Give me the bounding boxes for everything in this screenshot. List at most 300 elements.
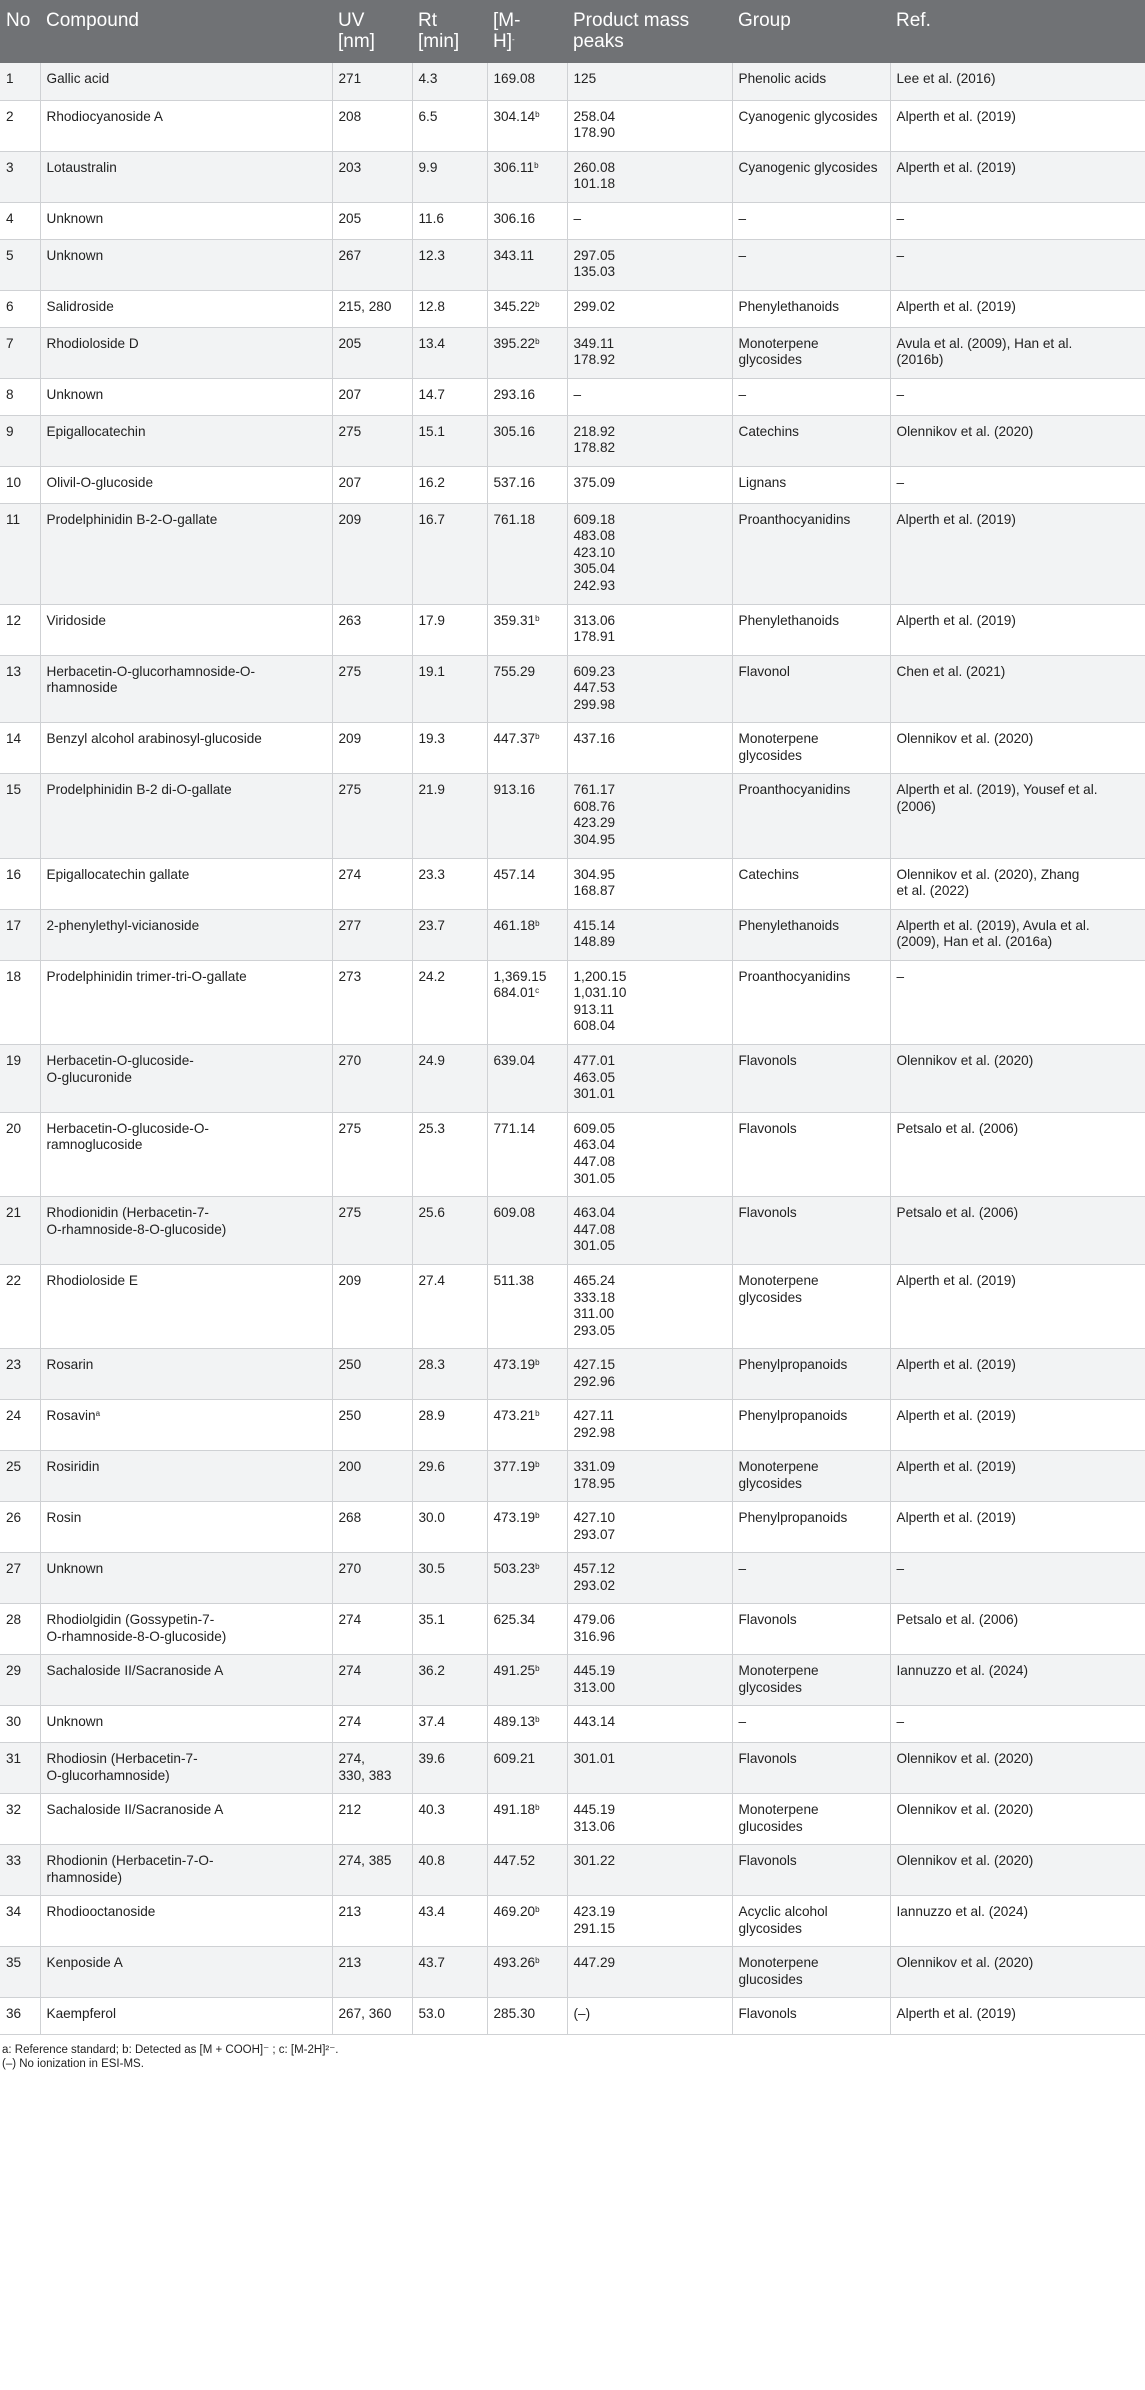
cell-mh	[487, 100, 567, 151]
group-line: Flavonols	[738, 1853, 797, 1869]
cell-group	[732, 1553, 890, 1604]
cell-group	[732, 1947, 890, 1998]
table-row	[0, 466, 1145, 503]
compound-name-line: Unknown	[46, 1714, 104, 1730]
cell-mh	[487, 723, 567, 774]
cell-rt: 28.3	[412, 1349, 487, 1400]
cell-ref	[890, 202, 1145, 239]
uv-value: 205	[338, 210, 362, 226]
mass-peak-value: 423.29	[573, 815, 616, 831]
cell-ref	[890, 604, 1145, 655]
mh-value: 473.19	[493, 1357, 536, 1373]
cell-ref	[890, 1197, 1145, 1265]
compound-name-line: Rhodionin (Herbacetin-7-O-	[46, 1853, 214, 1869]
cell-no: 16	[0, 858, 40, 909]
mh-value: 473.21	[493, 1408, 536, 1424]
cell-mh	[487, 909, 567, 960]
table-row	[0, 327, 1145, 378]
cell-mh	[487, 604, 567, 655]
cell-group	[732, 378, 890, 415]
cell-compound	[40, 723, 332, 774]
cell-rt: 40.8	[412, 1845, 487, 1896]
mh-value: 285.30	[493, 2006, 536, 2022]
cell-rt: 25.6	[412, 1197, 487, 1265]
cell-uv	[332, 378, 412, 415]
table-row	[0, 1400, 1145, 1451]
mass-peak-value: 447.53	[573, 680, 616, 696]
cell-group	[732, 415, 890, 466]
cell-group	[732, 1197, 890, 1265]
mh-value: 913.16	[493, 782, 536, 798]
header-mh-line-2	[493, 31, 561, 52]
cell-uv	[332, 1998, 412, 2035]
cell-group	[732, 1743, 890, 1794]
mass-peak-value: 178.91	[573, 629, 616, 645]
cell-mh	[487, 1998, 567, 2035]
reference-line: –	[896, 968, 905, 984]
cell-uv	[332, 1743, 412, 1794]
cell-ref	[890, 378, 1145, 415]
cell-compound	[40, 1451, 332, 1502]
compound-name-line: Rhodiooctanoside	[46, 1904, 156, 1920]
cell-rt: 30.5	[412, 1553, 487, 1604]
cell-ref	[890, 466, 1145, 503]
mh-value-line	[494, 1802, 561, 1819]
cell-rt: 16.7	[412, 503, 487, 604]
group-line: glucosides	[738, 1972, 803, 1988]
group-line: glycosides	[738, 1921, 802, 1937]
mh-value-line	[494, 160, 561, 177]
mass-peak-value: 465.24	[573, 1273, 616, 1289]
mh-superscript: b	[535, 1905, 540, 1915]
reference-line: Alperth et al. (2019)	[896, 108, 1016, 124]
compound-name-line: Rhodiosin (Herbacetin-7-	[46, 1751, 198, 1767]
mass-peak-value: 479.06	[573, 1612, 616, 1628]
reference-line: (2009), Han et al. (2016a)	[896, 934, 1053, 950]
cell-mh	[487, 1743, 567, 1794]
mass-peak-value: 178.95	[573, 1476, 616, 1492]
cell-mh	[487, 290, 567, 327]
cell-rt: 11.6	[412, 202, 487, 239]
mass-peak-value: 349.11	[573, 335, 615, 351]
mass-peak-value: 292.98	[573, 1425, 616, 1441]
compound-name-line: Rosin	[46, 1510, 82, 1526]
mass-peak-value: 457.12	[573, 1561, 616, 1577]
cell-uv	[332, 290, 412, 327]
cell-no: 9	[0, 415, 40, 466]
cell-uv	[332, 960, 412, 1044]
mh-value-line	[494, 664, 561, 681]
cell-compound	[40, 1502, 332, 1553]
mh-value: 609.08	[493, 1205, 536, 1221]
cell-group	[732, 909, 890, 960]
uv-value: 208	[338, 108, 362, 124]
cell-mh	[487, 1845, 567, 1896]
cell-ref	[890, 1349, 1145, 1400]
table-row	[0, 1998, 1145, 2035]
mh-superscript: b	[535, 1358, 540, 1368]
cell-uv	[332, 723, 412, 774]
cell-mh	[487, 63, 567, 100]
header-compound: Compound	[40, 0, 332, 63]
uv-value: 213	[338, 1904, 362, 1920]
mh-value-line	[494, 211, 561, 228]
cell-compound	[40, 202, 332, 239]
table-row	[0, 723, 1145, 774]
cell-group	[732, 1896, 890, 1947]
reference-line: Chen et al. (2021)	[896, 663, 1006, 679]
cell-rt: 36.2	[412, 1655, 487, 1706]
cell-no: 34	[0, 1896, 40, 1947]
cell-no: 1	[0, 63, 40, 100]
mass-peak-value: 477.01	[573, 1053, 616, 1069]
cell-rt: 21.9	[412, 774, 487, 858]
cell-mh	[487, 1045, 567, 1113]
header-rt	[412, 0, 487, 63]
reference-line: Alperth et al. (2019)	[896, 511, 1016, 527]
cell-rt: 16.2	[412, 466, 487, 503]
mh-value-line	[494, 109, 561, 126]
cell-group	[732, 290, 890, 327]
mass-peak-value: 101.18	[573, 176, 616, 192]
cell-compound	[40, 1947, 332, 1998]
compound-name-line: Salidroside	[46, 298, 114, 314]
cell-rt: 40.3	[412, 1794, 487, 1845]
cell-group	[732, 858, 890, 909]
cell-rt: 23.7	[412, 909, 487, 960]
cell-no: 23	[0, 1349, 40, 1400]
mass-peak-value: 415.14	[573, 917, 616, 933]
mh-value-line	[494, 613, 561, 630]
cell-ref	[890, 63, 1145, 100]
cell-product-mass-peaks	[567, 960, 732, 1044]
cell-rt: 35.1	[412, 1604, 487, 1655]
reference-line: Alperth et al. (2019)	[896, 298, 1016, 314]
mh-superscript: b	[535, 918, 540, 928]
mh-superscript: b	[535, 1562, 540, 1572]
cell-mh	[487, 1604, 567, 1655]
uv-value: 267, 360	[338, 2006, 392, 2022]
group-line: Proanthocyanidins	[738, 511, 851, 527]
compound-name-line: Lotaustralin	[46, 159, 117, 175]
uv-value: 207	[338, 474, 362, 490]
reference-line: Alperth et al. (2019)	[896, 1408, 1016, 1424]
table-row	[0, 415, 1145, 466]
mass-peak-value: 463.04	[573, 1137, 616, 1153]
uv-value: 275	[338, 423, 362, 439]
reference-line: Petsalo et al. (2006)	[896, 1205, 1019, 1221]
header-mh-text: H]	[493, 31, 512, 52]
group-line: Flavonols	[738, 1751, 797, 1767]
cell-mh	[487, 774, 567, 858]
mh-superscript: b	[535, 1664, 540, 1674]
mass-peak-value: 443.14	[573, 1714, 616, 1730]
mh-value-line	[494, 969, 561, 986]
cell-product-mass-peaks	[567, 1706, 732, 1743]
cell-mh	[487, 1655, 567, 1706]
group-line: Phenylpropanoids	[738, 1357, 848, 1373]
cell-no: 33	[0, 1845, 40, 1896]
cell-group	[732, 239, 890, 290]
cell-uv	[332, 202, 412, 239]
group-line: Proanthocyanidins	[738, 782, 851, 798]
mh-value: 293.16	[493, 386, 536, 402]
mass-peak-value: 301.01	[573, 1086, 616, 1102]
mh-value-line	[494, 1205, 561, 1222]
cell-ref	[890, 100, 1145, 151]
cell-uv	[332, 1349, 412, 1400]
mh-value-line	[494, 1357, 561, 1374]
mh-value: 537.16	[493, 474, 536, 490]
cell-compound	[40, 1896, 332, 1947]
cell-ref	[890, 1998, 1145, 2035]
header-rt-unit: [min]	[418, 31, 460, 52]
table-row	[0, 1706, 1145, 1743]
reference-line: –	[896, 474, 905, 490]
mass-peak-value: 427.11	[573, 1408, 615, 1424]
mh-superscript: c	[535, 986, 540, 996]
cell-rt: 43.4	[412, 1896, 487, 1947]
reference-line: –	[896, 1561, 905, 1577]
cell-ref	[890, 1794, 1145, 1845]
compound-name-line: Prodelphinidin B-2 di-O-gallate	[46, 782, 232, 798]
compound-name-line: rhamnoside	[46, 680, 118, 696]
uv-value: 271	[338, 71, 362, 86]
mass-peak-value: 1,200.15	[573, 968, 627, 984]
uv-value: 275	[338, 1205, 362, 1221]
cell-uv	[332, 151, 412, 202]
mh-value: 684.01	[493, 985, 536, 1001]
mass-peak-value: 608.04	[573, 1018, 616, 1034]
mh-value: 377.19	[493, 1459, 536, 1475]
cell-no: 22	[0, 1265, 40, 1349]
compound-name-line: Rhodioloside D	[46, 335, 139, 351]
cell-ref	[890, 1112, 1145, 1196]
mass-peak-value: 168.87	[573, 883, 616, 899]
cell-compound	[40, 655, 332, 723]
mass-peak-value: 301.05	[573, 1170, 616, 1186]
mh-superscript: b	[535, 1409, 540, 1419]
table-row	[0, 1451, 1145, 1502]
cell-uv	[332, 604, 412, 655]
mass-peak-value: 293.05	[573, 1322, 616, 1338]
reference-line: –	[896, 1714, 905, 1730]
uv-value: 209	[338, 1273, 362, 1289]
cell-mh	[487, 1451, 567, 1502]
header-peaks-line: Product mass	[573, 10, 690, 31]
cell-mh	[487, 202, 567, 239]
table-row	[0, 1265, 1145, 1349]
mh-value-line	[494, 1904, 561, 1921]
group-line: glycosides	[738, 352, 802, 368]
cell-uv	[332, 1400, 412, 1451]
mass-peak-value: –	[573, 210, 582, 226]
cell-uv	[332, 1896, 412, 1947]
mh-superscript: b	[535, 1803, 540, 1813]
mass-peak-value: 316.96	[573, 1629, 616, 1645]
cell-group	[732, 1706, 890, 1743]
cell-no: 3	[0, 151, 40, 202]
mh-superscript: b	[535, 1715, 540, 1725]
cell-compound	[40, 1794, 332, 1845]
cell-compound	[40, 378, 332, 415]
group-line: Catechins	[738, 866, 799, 882]
reference-line: Alperth et al. (2019), Yousef et al.	[896, 782, 1098, 798]
cell-mh	[487, 1265, 567, 1349]
cell-mh	[487, 1553, 567, 1604]
cell-rt: 17.9	[412, 604, 487, 655]
cell-rt: 39.6	[412, 1743, 487, 1794]
mass-peak-value: 913.11	[573, 1001, 615, 1017]
mass-peak-value: 301.05	[573, 1238, 616, 1254]
mh-value: 345.22	[493, 298, 536, 314]
cell-group	[732, 1349, 890, 1400]
cell-group	[732, 1400, 890, 1451]
cell-no: 5	[0, 239, 40, 290]
mass-peak-value: 299.02	[573, 298, 616, 314]
header-group: Group	[732, 0, 890, 63]
group-line: glycosides	[738, 1289, 802, 1305]
mh-value-line	[494, 1751, 561, 1768]
cell-product-mass-peaks	[567, 1112, 732, 1196]
compound-name-text: Rosavin	[46, 1408, 96, 1424]
mass-peak-value: 242.93	[573, 577, 616, 593]
mass-peak-value: 447.08	[573, 1221, 616, 1237]
cell-product-mass-peaks	[567, 723, 732, 774]
reference-line: Olennikov et al. (2020)	[896, 1955, 1034, 1971]
uv-value: 212	[338, 1802, 362, 1818]
mass-peak-value: 301.22	[573, 1853, 616, 1869]
mh-value-line	[494, 1714, 561, 1731]
table-row	[0, 1845, 1145, 1896]
table-row	[0, 1197, 1145, 1265]
cell-ref	[890, 1400, 1145, 1451]
group-line: glycosides	[738, 747, 802, 763]
cell-no: 24	[0, 1400, 40, 1451]
cell-group	[732, 1794, 890, 1845]
mh-value: 469.20	[493, 1904, 536, 1920]
mh-value-line	[494, 867, 561, 884]
group-line: –	[738, 247, 747, 263]
mass-peak-value: 423.19	[573, 1904, 616, 1920]
mass-peak-value: 291.15	[573, 1921, 616, 1937]
cell-rt: 23.3	[412, 858, 487, 909]
compound-name-line: O-glucuronide	[46, 1069, 132, 1085]
mh-superscript: b	[535, 109, 540, 119]
cell-compound	[40, 1400, 332, 1451]
group-line: –	[738, 1714, 747, 1730]
cell-product-mass-peaks	[567, 63, 732, 100]
cell-ref	[890, 1502, 1145, 1553]
cell-uv	[332, 1045, 412, 1113]
cell-compound	[40, 1604, 332, 1655]
reference-line: Olennikov et al. (2020)	[896, 423, 1034, 439]
mass-peak-value: 447.08	[573, 1154, 616, 1170]
cell-no: 32	[0, 1794, 40, 1845]
mass-peak-value: 304.95	[573, 832, 616, 848]
table-row	[0, 378, 1145, 415]
cell-group	[732, 1112, 890, 1196]
uv-value: 215, 280	[338, 298, 392, 314]
cell-uv	[332, 1451, 412, 1502]
cell-compound	[40, 1349, 332, 1400]
mh-value-line	[494, 512, 561, 529]
uv-value: 209	[338, 511, 362, 527]
mh-value: 304.14	[493, 108, 536, 124]
mh-value-line	[494, 1459, 561, 1476]
reference-line: Avula et al. (2009), Han et al.	[896, 335, 1073, 351]
cell-compound	[40, 1197, 332, 1265]
cell-compound	[40, 1706, 332, 1743]
group-line: Catechins	[738, 423, 799, 439]
cell-ref	[890, 327, 1145, 378]
cell-rt: 13.4	[412, 327, 487, 378]
compound-name-line: O-rhamnoside-8-O-glucoside)	[46, 1629, 227, 1645]
cell-no: 14	[0, 723, 40, 774]
cell-compound	[40, 1112, 332, 1196]
mh-value-line	[494, 1408, 561, 1425]
group-line: Acyclic alcohol	[738, 1904, 828, 1920]
cell-product-mass-peaks	[567, 1794, 732, 1845]
cell-group	[732, 1845, 890, 1896]
cell-product-mass-peaks	[567, 774, 732, 858]
cell-rt: 28.9	[412, 1400, 487, 1451]
mh-value: 491.18	[493, 1802, 536, 1818]
uv-value: 207	[338, 386, 362, 402]
mass-peak-value: 445.19	[573, 1663, 616, 1679]
group-line: –	[738, 210, 747, 226]
uv-value: 275	[338, 1120, 362, 1136]
cell-group	[732, 503, 890, 604]
table-row	[0, 1502, 1145, 1553]
table-row	[0, 202, 1145, 239]
mh-value: 305.16	[493, 423, 536, 439]
group-line: Monoterpene	[738, 1273, 819, 1289]
reference-line: Alperth et al. (2019)	[896, 2006, 1016, 2022]
compound-name-line: Herbacetin-O-glucoside-	[46, 1053, 194, 1069]
cell-no: 20	[0, 1112, 40, 1196]
uv-value: 205	[338, 335, 362, 351]
mass-peak-value: 423.10	[573, 544, 616, 560]
mh-value-line	[494, 299, 561, 316]
mass-peak-value: 292.96	[573, 1374, 616, 1390]
uv-value: 250	[338, 1408, 362, 1424]
cell-no: 7	[0, 327, 40, 378]
mass-peak-value: 260.08	[573, 159, 616, 175]
cell-ref	[890, 858, 1145, 909]
mass-peak-value: 313.06	[573, 1819, 616, 1835]
cell-uv	[332, 415, 412, 466]
mh-value-line	[494, 1663, 561, 1680]
cell-ref	[890, 239, 1145, 290]
cell-no: 11	[0, 503, 40, 604]
cell-ref	[890, 960, 1145, 1044]
cell-compound	[40, 774, 332, 858]
cell-mh	[487, 858, 567, 909]
table-row	[0, 1794, 1145, 1845]
cell-group	[732, 151, 890, 202]
cell-ref	[890, 1451, 1145, 1502]
cell-ref	[890, 1896, 1145, 1947]
cell-mh	[487, 1896, 567, 1947]
uv-value: 277	[338, 917, 362, 933]
cell-product-mass-peaks	[567, 1197, 732, 1265]
table-row	[0, 1947, 1145, 1998]
compound-name-line	[47, 1408, 326, 1425]
mass-peak-value: 135.03	[573, 264, 616, 280]
mh-value: 625.34	[493, 1612, 536, 1628]
table-row	[0, 858, 1145, 909]
